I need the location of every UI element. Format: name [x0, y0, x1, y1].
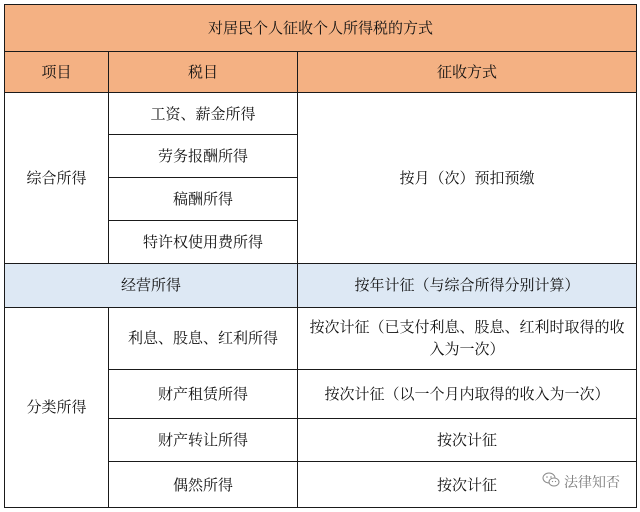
tax-item-cell: 财产租赁所得	[109, 370, 298, 419]
method-cell: 按次计征	[298, 462, 637, 508]
method-cell: 按次计征（以一个月内取得的收入为一次）	[298, 370, 637, 419]
business-row	[5, 263, 637, 307]
wechat-icon	[542, 472, 560, 492]
table-row	[5, 307, 637, 370]
header-method: 征收方式	[298, 51, 637, 92]
tax-method-table	[4, 4, 637, 508]
header-tax-item: 税目	[109, 51, 298, 92]
comprehensive-label: 综合所得	[5, 92, 109, 263]
watermark	[542, 472, 620, 492]
method-cell: 按次计征（已支付利息、股息、红利时取得的收入为一次）	[298, 307, 637, 370]
watermark-text: 法律知否	[564, 475, 620, 491]
comprehensive-method: 按月（次）预扣预缴	[298, 92, 637, 263]
tax-item-cell: 特许权使用费所得	[109, 220, 298, 263]
tax-item-cell: 利息、股息、红利所得	[109, 307, 298, 370]
title-row	[5, 5, 637, 52]
tax-item-cell: 劳务报酬所得	[109, 135, 298, 178]
tax-item-cell: 稿酬所得	[109, 178, 298, 221]
business-label: 经营所得	[5, 263, 298, 307]
header-item: 项目	[5, 51, 109, 92]
classified-label: 分类所得	[5, 307, 109, 507]
table-row	[5, 92, 637, 135]
method-cell: 按次计征	[298, 419, 637, 462]
header-row	[5, 51, 637, 92]
business-method: 按年计征（与综合所得分别计算）	[298, 263, 637, 307]
tax-item-cell: 财产转让所得	[109, 419, 298, 462]
tax-item-cell: 工资、薪金所得	[109, 92, 298, 135]
table-title: 对居民个人征收个人所得税的方式	[5, 5, 637, 52]
tax-item-cell: 偶然所得	[109, 462, 298, 508]
